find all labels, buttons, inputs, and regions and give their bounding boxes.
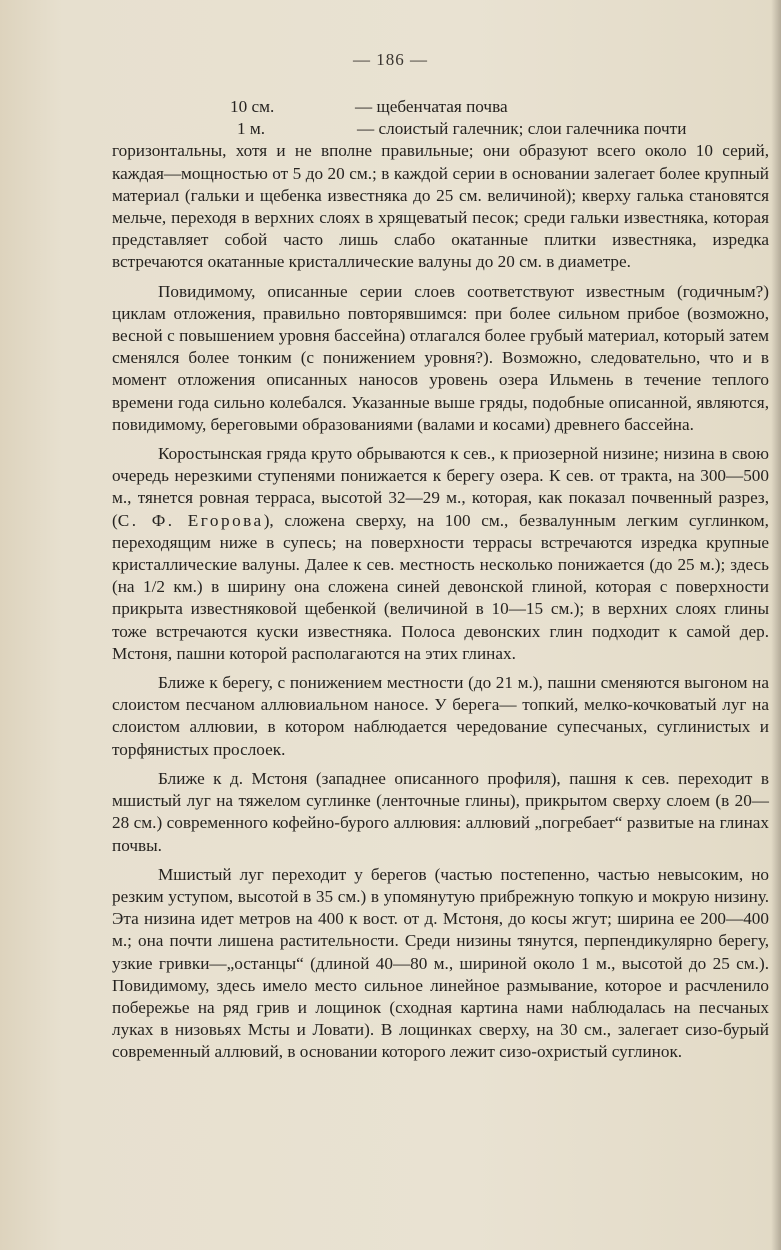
page-number: — 186 — — [353, 50, 428, 69]
paragraph: Ближе к берегу, с понижением местности (до 21 м.), пашни сменяются выгоном на слоистом песчаном аллювиальном наносе. У берега— топкий, мелко-кочковатый луг на слоистом аллювии, в котором наблюдается чередование супесчаных, суглинистых и торфянистых прослоек. — [112, 673, 769, 759]
page-edge-shadow — [771, 0, 781, 1250]
author-name: С. Ф. Егорова — [117, 510, 264, 530]
layer-entry — [112, 118, 769, 140]
layer-depth: 1 м. — [237, 119, 266, 139]
layer-depth: 10 см. — [230, 97, 275, 116]
layer-entry — [112, 96, 769, 118]
layer-description: — щебенчатая почва — [355, 97, 508, 116]
paragraph-text: ), сложена сверху, на 100 см., безвалунным легким суглинком, переходящим ниже в супесь; на поверхности террасы встречаются изредка крупные кристаллические валуны. Далее к сев. местность несколько понижается (до 25 м.); здесь (на 1/2 км.) в ширину она сложена синей девонской глиной, которая с поверхности прикрыта известняковой щебенкой (величиной в 10—15 см.); в верхних слоях глины тоже встречаются куски известняка. Полоса девонских глин подходит к самой дер. Мстоня, пашни которой располагаются на этих глинах. — [112, 510, 769, 663]
layer-description-continuation: горизонтальны, хотя и не вполне правильные; они образуют всего около 10 серий, каждая—мощностью от 5 до 20 см.; в каждой серии в основании залегает более крупный материал (гальки и щебенка известняка до 25 см. величиной); кверху галька становятся мельче, переходя в верхних слоях в хрящеватый песок; среди гальки известняка, которая представляет собой часто лишь слабо окатанные плитки известняка, изредка встречаются окатанные кристаллические валуны до 20 см. в диаметре. — [112, 141, 769, 272]
layer-description: — слоистый галечник; слои галечника почти — [357, 119, 687, 139]
paragraph: Мшистый луг переходит у берегов (частью постепенно, частью невысоким, но резким уступом, высотой в 35 см.) в упомянутую прибрежную топкую и мокрую низину. Эта низина идет метров на 400 к вост. от д. Мстоня, до косы жгут; ширина ее 200—400 м.; она почти лишена растительности. Среди низины тянутся, перпендикулярно берегу, узкие гривки—„останцы“ (длиной 40—80 м., шириной около 1 м., высотой до 25 см.). Повидимому, здесь имело место сильное линейное размывание, которое и расчленило побережье на ряд грив и лощинок (сходная картина нами наблюдалась на песчаных луках в низовьях Мсты и Ловати). В лощинках сверху, на 30 см., залегает сизо-бурый современный аллювий, в основании которого лежит сизо-охристый суглинок. — [112, 864, 769, 1062]
paragraph: Ближе к д. Мстоня (западнее описанного профиля), пашня к сев. переходит в мшистый луг на тяжелом суглинке (ленточные глины), прикрытом сверху слоем (в 20—28 см.) современного кофейно-бурого аллювия: аллювий „погребает“ развитые на глинах почвы. — [112, 768, 769, 855]
paragraph-text: Коростынская гряда круто обрываются к сев., к приозерной низине; низина в свою очередь нерезкими ступенями понижается к берегу озера. К сев. от тракта, на 300—500 м., тянется ровная терраса, высотой 32—29 м., которая, как показал почвенный разрез, ( — [112, 444, 769, 530]
paragraph — [112, 443, 769, 665]
page-body — [112, 96, 769, 1064]
paragraph: Повидимому, описанные серии слоев соответствуют известным (годичным?) циклам отложения, правильно повторявшимся: при более сильном прибое (возможно, весной с повышением уровня бассейна) отлагался более грубый материал, который затем сменялся более тонким (с понижением уровня?). Возможно, следовательно, что и в момент отложения описанных наносов уровень озера Ильмень в течение теплого времени года сильно колебался. Указанные выше гряды, подобные описанной, являются, повидимому, береговыми образованиями (валами и косами) древнего бассейна. — [112, 281, 769, 434]
